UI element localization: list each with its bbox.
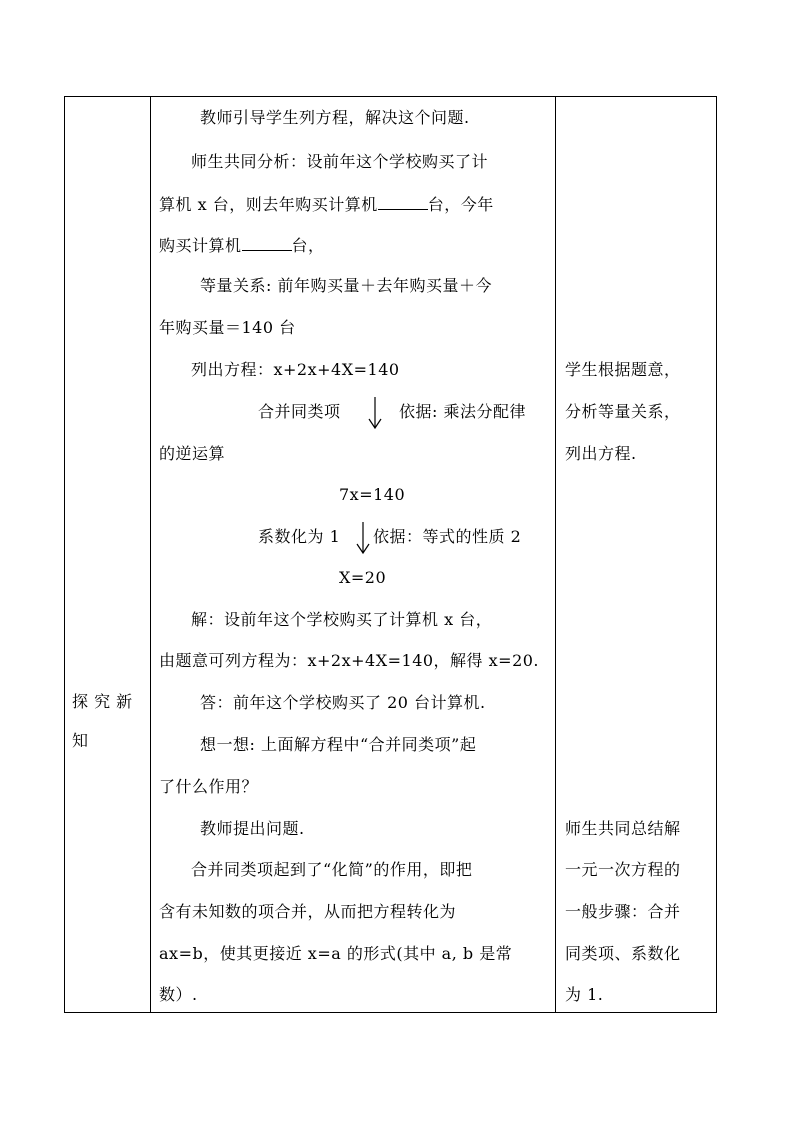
content-line: 的逆运算 <box>159 444 226 463</box>
content-line: ax=b，使其更接近 x=a 的形式(其中 a, b 是常 <box>159 944 513 963</box>
down-arrow-icon <box>367 395 383 431</box>
column-divider <box>150 97 151 1012</box>
content-line: 想一想: 上面解方程中“合并同类项”起 <box>200 735 477 754</box>
step-label: 系数化为 1 <box>258 527 341 546</box>
note-line: 师生共同总结解 <box>565 819 681 838</box>
content-line: 列出方程：x+2x+4X=140 <box>191 360 400 379</box>
content-line: 解：设前年这个学校购买了计算机 x 台， <box>191 610 493 629</box>
content-line: 由题意可列方程为：x+2x+4X=140，解得 x=20. <box>159 651 540 670</box>
step-label: 合并同类项 <box>258 402 341 421</box>
content-line: 合并同类项起到了“化简”的作用，即把 <box>191 860 473 879</box>
content-line: 答：前年这个学校购买了 20 台计算机. <box>200 693 486 712</box>
note-line: 学生根据题意， <box>565 360 681 379</box>
step-basis: 依据: 乘法分配律 <box>399 402 526 421</box>
content-line: 教师提出问题. <box>200 819 305 838</box>
note-line: 同类项、系数化 <box>565 944 681 963</box>
note-line: 一元一次方程的 <box>565 860 681 879</box>
content-line: 等量关系: 前年购买量＋去年购买量＋今 <box>200 276 492 295</box>
content-line: 师生共同分析：设前年这个学校购买了计 <box>191 152 489 171</box>
lesson-table <box>64 96 717 1013</box>
content-line: 算机 x 台，则去年购买计算机 台，今年 <box>159 195 494 214</box>
equation: 7x=140 <box>339 485 406 504</box>
note-line: 一般步骤：合并 <box>565 902 681 921</box>
note-line: 分析等量关系， <box>565 402 681 421</box>
content-line: 教师引导学生列方程，解决这个问题. <box>200 108 470 127</box>
side-label-line-2: 知 <box>72 731 89 750</box>
answer-blank[interactable] <box>378 193 428 210</box>
content-line: 数）. <box>159 985 198 1004</box>
side-label-line-1: 探 究 新 <box>72 692 133 711</box>
content-line: 了什么作用？ <box>159 777 259 796</box>
answer-blank[interactable] <box>242 234 292 251</box>
down-arrow-icon <box>355 520 371 556</box>
note-line: 列出方程. <box>565 444 637 463</box>
content-line: 年购买量＝140 台 <box>159 318 296 337</box>
column-divider <box>555 97 556 1012</box>
equation: X=20 <box>339 568 387 587</box>
content-line: 购买计算机 台， <box>159 236 325 255</box>
content-line: 含有未知数的项合并，从而把方程转化为 <box>159 902 457 921</box>
note-line: 为 1. <box>565 985 604 1004</box>
step-basis: 依据：等式的性质 2 <box>373 527 522 546</box>
